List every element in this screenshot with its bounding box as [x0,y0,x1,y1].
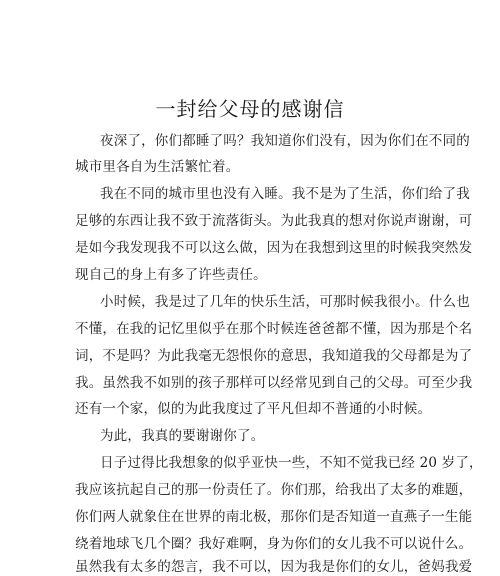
paragraph-line: 我应该抗起自己的那一份责任了。你们那，给我出了太多的难题， [75,482,473,498]
paragraph-line: 绕着地球飞几个圈？我好难啊，身为你们的女儿我不可以说什么。 [75,536,473,552]
paragraph-line: 足够的东西让我不致于流落街头。为此我真的想对你说声谢谢，可 [75,213,473,229]
paragraph-line: 城市里各自为生活繁忙着。 [75,159,240,175]
paragraph-line: 虽然我有太多的怨言，我不可以，因为我是你们的女儿，爸妈我爱 [75,559,473,575]
paragraph-line: 我。虽然我不如别的孩子那样可以经常见到自己的父母。可至少我 [75,375,473,391]
paragraph-line: 现自己的身上有多了许些责任。 [75,267,267,283]
paragraph-line: 小时候，我是过了几年的快乐生活，可那时候我很小。什么也 [100,294,470,310]
paragraph-line: 夜深了，你们都睡了吗？我知道你们没有，因为你们在不同的 [100,133,470,149]
paragraph-line: 是如今我发现我不可以这么做，因为在我想到这里的时候我突然发 [75,240,473,256]
paragraph-line: 我在不同的城市里也没有入睡。我不是为了生活，你们给了我 [100,186,470,202]
paragraph-line: 词，不是吗？为此我毫无怨恨你的意思，我知道我的父母都是为了 [75,348,473,364]
paragraph-line: 日子过得比我想象的似乎亚快一些，不知不觉我已经 20 岁了， [100,455,483,471]
paragraph-line: 不懂，在我的记忆里似乎在那个时候连爸爸都不懂，因为那是个名 [75,321,473,337]
paragraph-line: 你们两人就象住在世界的南北极，那你们是否知道一直燕子一生能 [75,509,473,525]
paragraph-line: 还有一个家，似的为此我度过了平凡但却不普通的小时候。 [75,401,432,417]
letter-title: 一封给父母的感谢信 [155,97,345,121]
paragraph-line: 为此，我真的要谢谢你了。 [100,428,265,444]
